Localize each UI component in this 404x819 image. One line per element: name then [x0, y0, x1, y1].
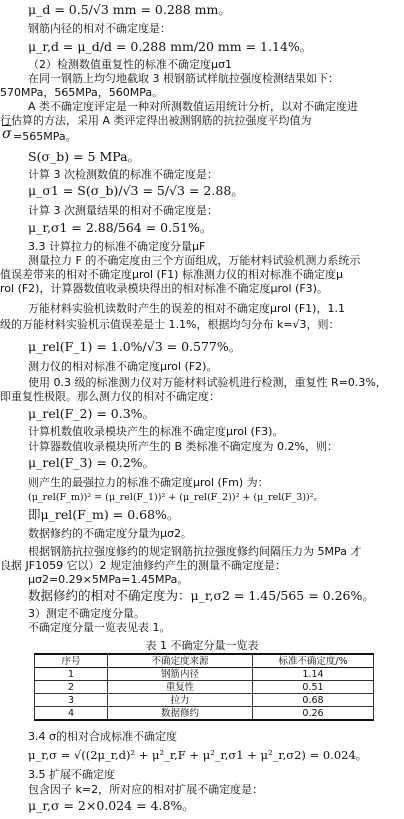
text-line: 计算机数值收录模块产生的标准不确定度μrol (F3)。 — [28, 425, 284, 438]
text-line: 计算 3 次测量结果的相对不确定度是： — [28, 204, 218, 217]
text-line: 计算 3 次检测数值的标准不确定度是： — [28, 168, 218, 181]
section-heading: 3.5 扩展不确定度 — [28, 768, 115, 781]
text-line: 良据 JF1059 它以）2 规定油修约产生的测量不确定度是： — [0, 559, 287, 572]
section-heading: 3.3 计算拉力的标准不确定度分量μF — [28, 240, 206, 253]
text-line: 级的万能材料实验机示值误差是士 1.1%，根据均匀分布 k=√3，则： — [0, 318, 340, 331]
eq-s-sigma: S(σ_b) = 5 MPa。 — [28, 149, 141, 164]
cell-source: 数据修约 — [108, 707, 253, 721]
eq-urd: μ_r,d = μ_d/d = 0.288 mm/20 mm = 1.14%。 — [28, 39, 313, 54]
section-heading: 3.4 σ的相对合成标准不确定度 — [28, 730, 177, 743]
table-header-row — [35, 654, 374, 668]
table-row — [35, 694, 374, 707]
col-header-source: 不确定度来源 — [108, 654, 253, 668]
text-line: A 类不确定度评定是一种对所测数值运用统计分析，以对不确定度进 — [28, 100, 359, 113]
eq-ud: μ_d = 0.5/√3 mm = 0.288 mm。 — [28, 2, 231, 17]
cell-source: 钢筋内径 — [108, 668, 253, 681]
table-row — [35, 707, 374, 721]
cell-index: 4 — [35, 707, 108, 721]
text-line: 不确定度分量一览表见表 1。 — [28, 621, 171, 634]
text-line: （2）检测数值重复性的标准不确定度μσ1 — [28, 58, 232, 71]
text-line: 包含因子 k=2，所对应的相对扩展不确定度是： — [28, 783, 264, 796]
text-line: 测力仪的相对标准不确定度μrol (F2)。 — [28, 360, 218, 373]
table-row — [35, 668, 374, 681]
cell-value: 1.14 — [253, 668, 374, 681]
cell-index: 1 — [35, 668, 108, 681]
eq-ur-sigma1: μ_r,σ1 = 2.88/564 = 0.51%。 — [28, 220, 213, 235]
eq-ur-sigma2: 数据修约的相对不确定度为：μ_r,σ2 = 1.45/565 = 0.26%。 — [28, 588, 375, 603]
eq-expanded: μ_r,σ = 2×0.024 = 4.8%。 — [28, 798, 195, 813]
text-line: 值误差带来的相对不确定度μrol (F1) 标准测力仪的相对标准不确定度μ — [0, 268, 343, 281]
text-line: 则产生的最强拉力的标准不确定度μrol (Fm) 为： — [28, 476, 269, 489]
text-line: 3）测定不确定度分量。 — [28, 607, 145, 620]
eq-combined: μ_r,σ = √((2μ_r,d)² + μ²_r,F + μ²_r,σ1 + μ²_r,σ2) = 0.024。 — [28, 748, 368, 762]
cell-index: 3 — [35, 694, 108, 707]
eq-urel-fm-sum: (μ_rel(F_m))² = (μ_rel(F_1))² + (μ_rel(F_2))² + (μ_rel(F_3))²。 — [28, 492, 324, 503]
cell-value: 0.68 — [253, 694, 374, 707]
text-line: rol (F2)，计算器数值收录模块得出的相对标准不确定度μrol (F3)。 — [0, 282, 328, 295]
text-line: 在同一钢筋上均匀地截取 3 根钢筋试样航拉强度检测结果如下： — [28, 72, 339, 85]
text-line: 即重复性极限。那么测力仪的相对不确定度： — [0, 390, 220, 403]
text-line: μσ2=0.29×5MPa=1.45MPa。 — [28, 573, 189, 586]
text-line: 钢筋内径的相对不确定度是： — [28, 22, 171, 35]
table-title: 表 1 不确定分量一览表 — [145, 639, 259, 652]
text-line: 根据钢筋抗拉强度修约的规定钢筋抗拉强度修约间隔压力为 5MPa 才 — [28, 545, 362, 558]
col-header-value: 标准不确定度/% — [253, 654, 374, 668]
text-line: =565MPa。 — [13, 130, 77, 143]
text-line: 数据修约的不确定度分量为μσ2。 — [28, 527, 192, 540]
text-line: 计算器数值收录模块所产生的 B 类标准不确定度为 0.2%，则： — [28, 440, 338, 453]
sigma-overline: $\overline{\sigma}$ — [2, 126, 12, 142]
text-line: 测量拉力 F 的不确定度由三个方面组成，万能材料试验机测力系统示 — [28, 254, 361, 267]
eq-urel-f3: μ_rel(F_3) = 0.2%。 — [28, 455, 156, 470]
text-line: 万能材料实验机读数时产生的误差的相对不确定度μrol (F1)，1.1 — [28, 302, 345, 315]
eq-urel-fm: 即μ_rel(F_m) = 0.68%。 — [28, 507, 180, 522]
cell-value: 0.51 — [253, 681, 374, 694]
cell-source: 拉力 — [108, 694, 253, 707]
uncertainty-table — [34, 653, 374, 721]
cell-index: 2 — [35, 681, 108, 694]
cell-value: 0.26 — [253, 707, 374, 721]
text-line: 行估算的方法，采用 A 类评定得出被测钢筋的抗拉强度平均值为 — [0, 114, 312, 127]
table-row — [35, 681, 374, 694]
eq-urel-f2: μ_rel(F_2) = 0.3%。 — [28, 406, 156, 421]
col-header-index: 序号 — [35, 654, 108, 668]
eq-urel-f1: μ_rel(F_1) = 1.0%/√3 = 0.577%。 — [28, 339, 242, 354]
eq-u-sigma1: μ_σ1 = S(σ_b)/√3 = 5/√3 = 2.88。 — [28, 183, 244, 198]
text-line: 使用 0.3 级的标准测力仪对万能材料试验机进行检测，重复性 R=0.3%， — [28, 376, 387, 389]
cell-source: 重复性 — [108, 681, 253, 694]
text-line: 570MPa，565MPa，560MPa。 — [0, 86, 164, 99]
